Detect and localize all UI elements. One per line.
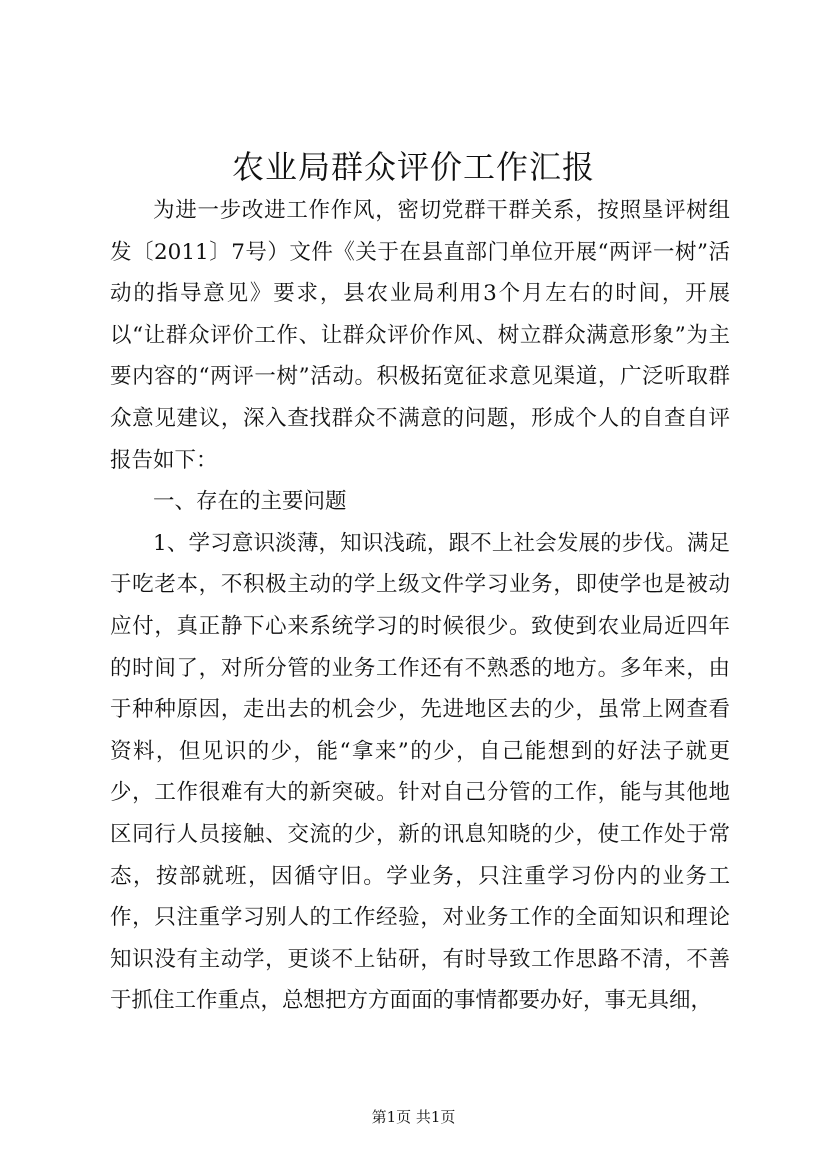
document-title: 农业局群众评价工作汇报 [231,148,595,186]
body-paragraph: 1、学习意识淡薄，知识浅疏，跟不上社会发展的步伐。满足于吃老本，不积极主动的学上级文件学习业务，即使学也是被动应付，真正静下心来系统学习的时候很少。致使到农业局近四年的时间了，对所分管的业务工作还有不熟悉的地方。多年来，由于种种原因，走出去的机会少，先进地区去的少，虽常上网查看资料，但见识的少，能“拿来”的少，自己能想到的好法子就更少，工作很难有大的新突破。针对自己分管的工作，能与其他地区同行人员接触、交流的少，新的讯息知晓的少，使工作处于常态，按部就班，因循守旧。学业务，只注重学习份内的业务工作，只注重学习别人的工作经验，对业务工作的全面知识和理论知识没有主动学，更谈不上钻研，有时导致工作思路不清，不善于抓住工作重点，总想把方方面面的事情都要办好，事无具细， [110,530,730,1014]
page-footer: 第1页 共1页 [371,1108,456,1126]
section-heading: 一、存在的主要问题 [153,489,347,515]
intro-paragraph: 为进一步改进工作作风，密切党群干群关系，按照垦评树组发〔2011〕7号）文件《关于在县直部门单位开展“两评一树”活动的指导意见》要求，县农业局利用3个月左右的时间，开展以“让群众评价工作、让群众评价作风、树立群众满意形象”为主要内容的“两评一树”活动。积极拓宽征求意见渠道，广泛听取群众意见建议，深入查找群众不满意的问题，形成个人的自查自评报告如下： [110,198,730,473]
document-body [110,190,730,1022]
